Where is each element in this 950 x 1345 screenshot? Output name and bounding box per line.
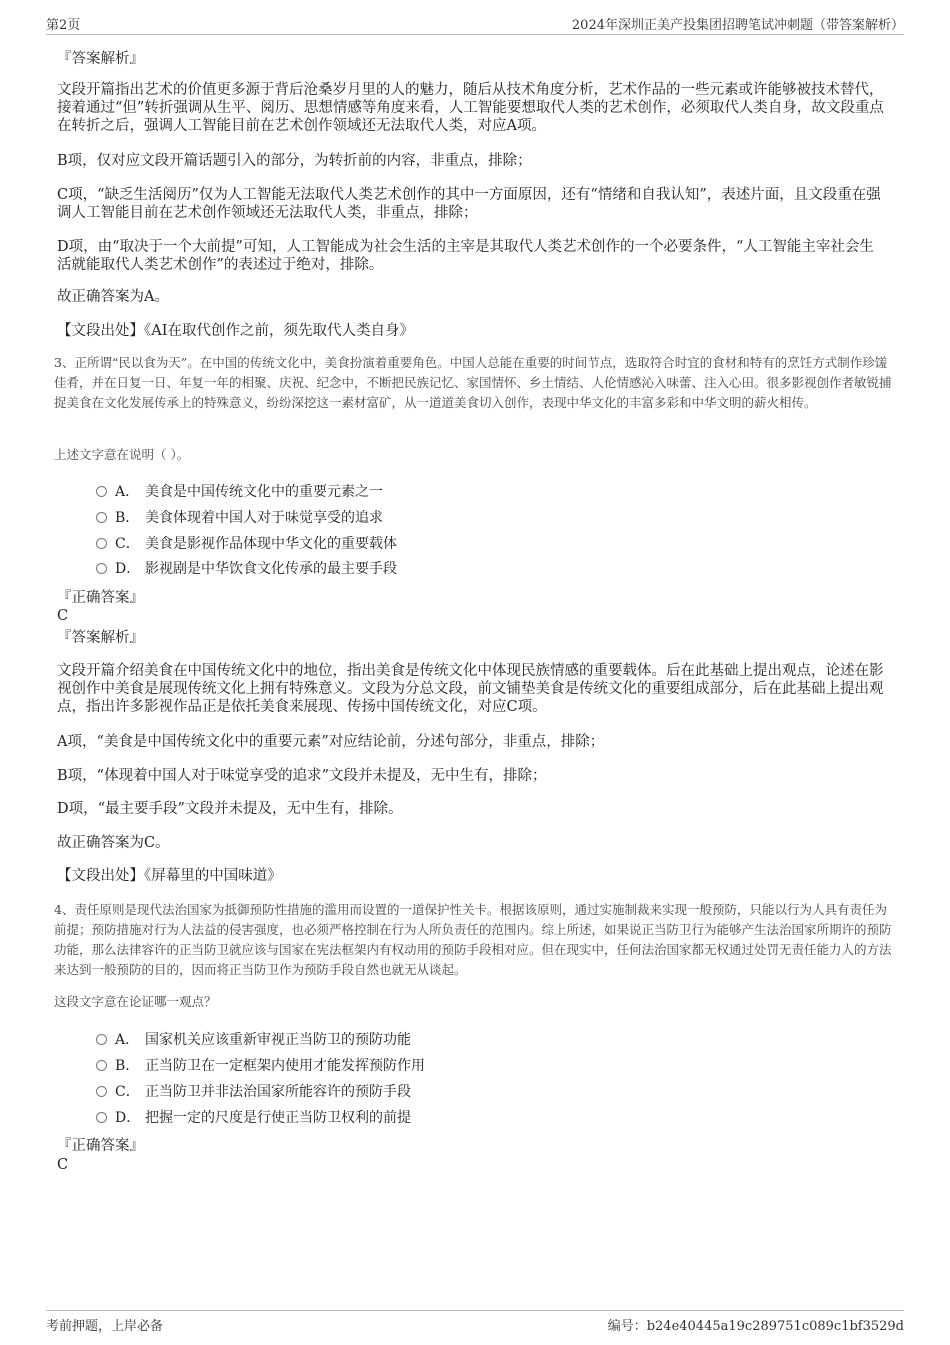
radio-icon[interactable] xyxy=(96,486,107,497)
q4-answer-label: 『正确答案』 xyxy=(57,1138,144,1154)
q3-conclusion: 故正确答案为C。 xyxy=(57,835,170,851)
radio-icon[interactable] xyxy=(96,538,107,549)
radio-icon[interactable] xyxy=(96,512,107,523)
q3-option-b[interactable]: B． 美食体现着中国人对于味觉享受的追求 xyxy=(96,509,383,527)
q3-analysis-p4: D项，“最主要手段”文段并未提及，无中生有，排除。 xyxy=(57,801,403,817)
document-title: 2024年深圳正美产投集团招聘笔试冲刺题（带答案解析） xyxy=(571,18,904,33)
radio-icon[interactable] xyxy=(96,1086,107,1097)
page-footer xyxy=(46,1310,904,1333)
page-number: 第2页 xyxy=(46,18,81,33)
q2-conclusion: 故正确答案为A。 xyxy=(57,289,169,305)
q2-analysis-label: 『答案解析』 xyxy=(57,51,144,67)
q3-stem: 3、正所谓“民以食为天”。在中国的传统文化中，美食扮演着重要角色。中国人总能在重要的时间节点，选取符合时宜的食材和特有的烹饪方式制作珍馐佳肴，并在日复一日、年复一年的相聚、庆祝、纪念中，不断把民族记忆、家国情怀、乡土情结、人伦情感沁入味蕾、注入心田。很多影视创作者敏锐捕捉美食在文化发展传承上的特殊意义，纷纷深挖这一素材富矿，从一道道美食切入创作，表现中华文化的丰富多彩和中华文明的薪火相传。 xyxy=(54,355,892,410)
q2-source: 【文段出处】《AI在取代创作之前，须先取代人类自身》 xyxy=(57,323,414,339)
q4-stem: 4、责任原则是现代法治国家为抵御预防性措施的滥用而设置的一道保护性关卡。根据该原则，通过实施制裁来实现一般预防，只能以行为人具有责任为前提；预防措施对行为人法益的侵害强度，也必须严格控制在行为人所负责任的范围内。综上所述，如果说正当防卫行为能够产生法治国家所期许的预防功能，那么法律容许的正当防卫就应该与国家在宪法框架内有权动用的预防手段相对应。但在现实中，任何法治国家都无权通过处罚无责任能力人的方法来达到一般预防的目的，因而将正当防卫作为预防手段自然也就无从谈起。 xyxy=(54,902,892,977)
q4-answer: C xyxy=(57,1157,69,1173)
q2-analysis-p1: 文段开篇指出艺术的价值更多源于背后沧桑岁月里的人的魅力，随后从技术角度分析，艺术作品的一些元素或许能够被技术替代，接着通过“但”转折强调从生平、阅历、思想情感等角度来看，人工智能要想取代人类的艺术创作，必须取代人类自身，故文段重点在转折之后，强调人工智能目前在艺术创作领域还无法取代人类，对应A项。 xyxy=(57,82,884,134)
q3-option-a[interactable]: A． 美食是中国传统文化中的重要元素之一 xyxy=(96,483,383,501)
q3-answer: C xyxy=(57,608,69,624)
q4-option-c[interactable]: C． 正当防卫并非法治国家所能容许的预防手段 xyxy=(96,1083,411,1101)
page-header xyxy=(46,14,904,35)
radio-icon[interactable] xyxy=(96,1060,107,1071)
q2-analysis-p3: C项，“缺乏生活阅历”仅为人工智能无法取代人类艺术创作的其中一方面原因，还有“情绪和自我认知”，表述片面，且文段重在强调人工智能目前在艺术创作领域还无法取代人类，非重点，排除； xyxy=(57,187,881,221)
q3-option-d[interactable]: D． 影视剧是中华饮食文化传承的最主要手段 xyxy=(96,560,397,578)
footer-slogan: 考前押题，上岸必备 xyxy=(46,1319,164,1334)
q3-question: 上述文字意在说明（ ）。 xyxy=(54,447,190,462)
q3-source: 【文段出处】《屏幕里的中国味道》 xyxy=(57,868,282,884)
q2-analysis-p4: D项，由“取决于一个大前提”可知，人工智能成为社会生活的主宰是其取代人类艺术创作的一个必要条件，“人工智能主宰社会生活就能取代人类艺术创作”的表述过于绝对，排除。 xyxy=(57,239,874,273)
q4-option-d[interactable]: D． 把握一定的尺度是行使正当防卫权利的前提 xyxy=(96,1109,411,1127)
q3-analysis-p2: A项，“美食是中国传统文化中的重要元素”对应结论前，分述句部分，非重点，排除； xyxy=(57,734,605,750)
document-code: 编号：b24e40445a19c289751c089c1bf3529d xyxy=(607,1319,904,1334)
q3-option-c[interactable]: C． 美食是影视作品体现中华文化的重要载体 xyxy=(96,535,397,553)
q3-analysis-p1: 文段开篇介绍美食在中国传统文化中的地位，指出美食是传统文化中体现民族情感的重要载体。后在此基础上提出观点，论述在影视创作中美食是展现传统文化上拥有特殊意义。文段为分总文段，前文铺垫美食是传统文化的重要组成部分，后在此基础上提出观点，指出许多影视作品正是依托美食来展现、传扬中国传统文化，对应C项。 xyxy=(57,663,884,715)
radio-icon[interactable] xyxy=(96,1034,107,1045)
q4-option-a[interactable]: A． 国家机关应该重新审视正当防卫的预防功能 xyxy=(96,1031,411,1049)
q4-option-b[interactable]: B． 正当防卫在一定框架内使用才能发挥预防作用 xyxy=(96,1057,425,1075)
radio-icon[interactable] xyxy=(96,1112,107,1123)
q3-analysis-p3: B项，“体现着中国人对于味觉享受的追求”文段并未提及，无中生有，排除； xyxy=(57,768,547,784)
q4-question: 这段文字意在论证哪一观点？ xyxy=(54,994,217,1009)
q3-analysis-label: 『答案解析』 xyxy=(57,630,144,646)
radio-icon[interactable] xyxy=(96,563,107,574)
q2-analysis-p2: B项，仅对应文段开篇话题引入的部分，为转折前的内容，非重点，排除； xyxy=(57,153,532,169)
q3-answer-label: 『正确答案』 xyxy=(57,590,144,606)
